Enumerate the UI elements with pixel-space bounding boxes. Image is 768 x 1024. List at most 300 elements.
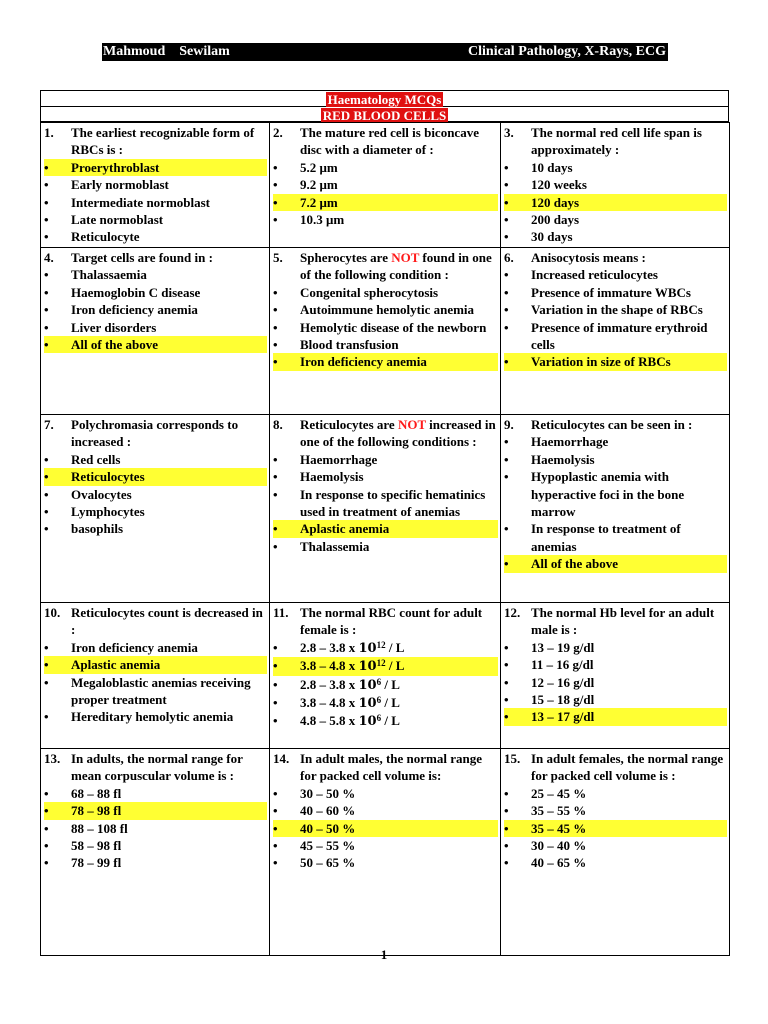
power-base: 10 xyxy=(358,677,377,693)
answer-option xyxy=(44,301,267,318)
bullet-icon: • xyxy=(273,538,278,554)
option-label: 5.2 μm xyxy=(300,159,338,175)
option-text xyxy=(71,837,267,854)
option-label: 4.8 – 5.8 x xyxy=(300,713,359,729)
author-name: Mahmoud Sewilam xyxy=(103,44,230,59)
bullet-icon: • xyxy=(273,658,278,674)
bullet-icon: • xyxy=(44,229,49,245)
option-label: 30 – 50 % xyxy=(300,785,356,801)
option-text xyxy=(300,176,498,193)
option-label: 40 – 60 % xyxy=(300,803,356,819)
question-number: 15. xyxy=(504,751,521,766)
question-number: 11. xyxy=(273,605,289,620)
bullet-icon: • xyxy=(273,319,278,335)
table-row xyxy=(41,248,730,415)
answer-option xyxy=(44,194,267,211)
question-text-part: found in one of the following condition : xyxy=(300,250,492,283)
option-text xyxy=(300,802,498,819)
question-text xyxy=(71,124,267,159)
bullet-icon: • xyxy=(273,713,278,729)
bullet-icon: • xyxy=(504,657,509,673)
answer-option xyxy=(44,319,267,336)
option-text xyxy=(71,708,267,725)
bullet-icon: • xyxy=(44,319,49,335)
question-number: 3. xyxy=(504,125,514,140)
title-box xyxy=(40,90,729,122)
question-text xyxy=(531,750,727,785)
bullet-icon: • xyxy=(504,451,509,467)
question-stem xyxy=(44,604,267,639)
option-text xyxy=(531,211,727,228)
option-label: 78 – 98 fl xyxy=(71,803,122,819)
bullet-icon: • xyxy=(273,838,278,854)
question-cell xyxy=(41,248,270,415)
option-label: Ovalocytes xyxy=(71,486,132,502)
bullet-icon: • xyxy=(504,709,509,725)
answer-option xyxy=(273,837,498,854)
answer-option xyxy=(44,708,267,725)
answer-option xyxy=(504,785,727,802)
question-stem xyxy=(504,416,727,433)
option-text xyxy=(71,820,267,837)
option-text xyxy=(531,468,727,520)
option-text xyxy=(71,486,267,503)
option-text xyxy=(71,503,267,520)
bullet-icon: • xyxy=(44,820,49,836)
bullet-icon: • xyxy=(504,212,509,228)
option-text xyxy=(71,802,267,819)
question-text xyxy=(71,604,267,639)
bullet-icon: • xyxy=(504,639,509,655)
bullet-icon: • xyxy=(504,354,509,370)
option-label: Aplastic anemia xyxy=(71,657,161,673)
option-text xyxy=(71,656,267,673)
option-label: 50 – 65 % xyxy=(300,855,356,871)
answer-option xyxy=(504,639,727,656)
answer-option xyxy=(504,674,727,691)
option-text xyxy=(300,785,498,802)
answer-option xyxy=(273,468,498,485)
answer-option xyxy=(273,802,498,819)
answer-option xyxy=(44,451,267,468)
bullet-icon: • xyxy=(44,469,49,485)
answer-option xyxy=(504,656,727,673)
option-label: 7.2 μm xyxy=(300,194,338,210)
bullet-icon: • xyxy=(44,451,49,467)
option-text xyxy=(71,194,267,211)
power-exponent: 12 xyxy=(376,639,386,650)
option-label: 88 – 108 fl xyxy=(71,820,128,836)
bullet-icon: • xyxy=(44,212,49,228)
option-label: Thalassemia xyxy=(300,538,370,554)
option-label: Variation in size of RBCs xyxy=(531,354,671,370)
question-cell xyxy=(41,415,270,603)
question-text-part: The normal RBC count for adult female is : xyxy=(300,605,483,638)
bullet-icon: • xyxy=(273,212,278,228)
question-text-part: The earliest recognizable form of RBCs is : xyxy=(71,125,255,158)
question-cell xyxy=(270,415,501,603)
option-label: basophils xyxy=(71,521,124,537)
correct-answer-option xyxy=(504,353,727,370)
question-stem xyxy=(504,249,727,266)
option-text xyxy=(71,336,267,353)
correct-answer-option xyxy=(44,159,267,176)
bullet-icon: • xyxy=(504,267,509,283)
option-text xyxy=(531,353,727,370)
answer-option xyxy=(504,284,727,301)
option-label: Variation in the shape of RBCs xyxy=(531,302,703,318)
question-number: 12. xyxy=(504,605,521,620)
option-label: 58 – 98 fl xyxy=(71,838,122,854)
answer-option xyxy=(273,538,498,555)
table-row xyxy=(41,603,730,749)
option-label: 9.2 μm xyxy=(300,177,338,193)
option-text xyxy=(71,785,267,802)
question-text xyxy=(531,416,727,433)
question-number: 8. xyxy=(273,417,283,432)
option-label: 10.3 μm xyxy=(300,212,345,228)
question-number: 2. xyxy=(273,125,283,140)
option-text xyxy=(531,520,727,555)
question-text xyxy=(300,249,498,284)
answer-option xyxy=(44,854,267,871)
question-cell xyxy=(501,123,730,248)
answer-option xyxy=(273,486,498,521)
question-cell xyxy=(41,749,270,956)
option-text xyxy=(71,468,267,485)
bullet-icon: • xyxy=(504,674,509,690)
table-row xyxy=(41,749,730,956)
option-label: Haemolysis xyxy=(300,469,364,485)
bullet-icon: • xyxy=(504,521,509,537)
option-label: Proerythroblast xyxy=(71,159,160,175)
document-subject: Clinical Pathology, X-Rays, ECG xyxy=(468,44,666,59)
correct-answer-option xyxy=(504,194,727,211)
option-label: Presence of immature erythroid cells xyxy=(531,319,711,353)
option-text xyxy=(71,266,267,283)
question-cell xyxy=(270,248,501,415)
option-label: 40 – 65 % xyxy=(531,855,587,871)
option-text xyxy=(300,353,498,370)
option-text xyxy=(531,691,727,708)
option-label: 13 – 17 g/dl xyxy=(531,709,595,725)
answer-option xyxy=(273,785,498,802)
option-label: Hereditary hemolytic anemia xyxy=(71,709,234,725)
option-label: 11 – 16 g/dl xyxy=(531,657,594,673)
bullet-icon: • xyxy=(44,302,49,318)
negation-emphasis: NOT xyxy=(397,417,426,432)
bullet-icon: • xyxy=(44,657,49,673)
unit-suffix: / L xyxy=(381,695,400,711)
option-label: 120 days xyxy=(531,194,580,210)
option-text xyxy=(531,266,727,283)
bullet-icon: • xyxy=(504,556,509,572)
option-text xyxy=(71,228,267,245)
bullet-icon: • xyxy=(504,177,509,193)
option-text xyxy=(71,520,267,537)
option-label: 30 days xyxy=(531,229,573,245)
option-text xyxy=(300,538,498,555)
question-text-part: Reticulocytes can be seen in : xyxy=(531,417,693,432)
option-text xyxy=(300,301,498,318)
question-text-part: increased in one of the following conditions : xyxy=(300,417,496,450)
question-number: 14. xyxy=(273,751,290,766)
option-text xyxy=(531,708,727,725)
option-label: Congenital spherocytosis xyxy=(300,284,439,300)
option-text xyxy=(71,159,267,176)
option-text xyxy=(300,712,498,730)
question-stem xyxy=(273,416,498,451)
answer-option xyxy=(504,301,727,318)
option-label: Early normoblast xyxy=(71,177,169,193)
question-text xyxy=(300,124,498,159)
question-number: 7. xyxy=(44,417,54,432)
answer-option xyxy=(273,451,498,468)
option-text xyxy=(531,854,727,871)
option-label: 15 – 18 g/dl xyxy=(531,692,595,708)
question-text-part: In adult males, the normal range for packed cell volume is: xyxy=(300,751,482,784)
question-stem xyxy=(44,124,267,159)
option-label: Aplastic anemia xyxy=(300,521,390,537)
question-stem xyxy=(44,750,267,785)
bullet-icon: • xyxy=(273,177,278,193)
section-title: RED BLOOD CELLS xyxy=(322,108,447,123)
option-text xyxy=(531,159,727,176)
correct-answer-option xyxy=(44,802,267,819)
correct-answer-option xyxy=(44,336,267,353)
option-label: 13 – 19 g/dl xyxy=(531,639,595,655)
question-text xyxy=(71,750,267,785)
option-label: 10 days xyxy=(531,159,573,175)
option-text xyxy=(531,319,727,354)
bullet-icon: • xyxy=(273,302,278,318)
answer-option xyxy=(44,228,267,245)
option-label: Lymphocytes xyxy=(71,504,145,520)
bullet-icon: • xyxy=(273,451,278,467)
table-row xyxy=(41,415,730,603)
answer-option xyxy=(504,837,727,854)
power-base: 10 xyxy=(358,714,377,730)
question-number: 10. xyxy=(44,605,61,620)
option-label: 45 – 55 % xyxy=(300,838,356,854)
option-label: Increased reticulocytes xyxy=(531,267,658,283)
question-text-part: Spherocytes are xyxy=(300,250,392,265)
option-text xyxy=(71,854,267,871)
option-text xyxy=(300,837,498,854)
bullet-icon: • xyxy=(273,521,278,537)
option-text xyxy=(531,802,727,819)
answer-option xyxy=(273,639,498,657)
question-number: 6. xyxy=(504,250,514,265)
question-stem xyxy=(504,124,727,159)
option-text xyxy=(300,319,498,336)
bullet-icon: • xyxy=(273,194,278,210)
question-text xyxy=(300,604,498,639)
power-exponent: 6 xyxy=(376,713,382,724)
option-label: Hypoplastic anemia with hyperactive foci in the bone marrow xyxy=(531,469,688,520)
option-label: Haemorrhage xyxy=(531,434,609,450)
answer-option xyxy=(504,176,727,193)
option-text xyxy=(531,674,727,691)
option-label: 12 – 16 g/dl xyxy=(531,674,595,690)
correct-answer-option xyxy=(273,194,498,211)
option-label: 2.8 – 3.8 x xyxy=(300,639,359,655)
bullet-icon: • xyxy=(273,785,278,801)
option-text xyxy=(531,820,727,837)
question-text xyxy=(300,750,498,785)
answer-option xyxy=(504,802,727,819)
bullet-icon: • xyxy=(504,469,509,485)
option-label: Megaloblastic anemias receiving proper treatment xyxy=(71,674,254,708)
bullet-icon: • xyxy=(44,267,49,283)
option-label: 200 days xyxy=(531,212,580,228)
bullet-icon: • xyxy=(273,695,278,711)
bullet-icon: • xyxy=(44,639,49,655)
option-label: 3.8 – 4.8 x xyxy=(300,695,359,711)
bullet-icon: • xyxy=(504,302,509,318)
bullet-icon: • xyxy=(504,692,509,708)
page-header xyxy=(102,43,668,61)
bullet-icon: • xyxy=(44,284,49,300)
power-exponent: 12 xyxy=(376,658,386,669)
option-label: Blood transfusion xyxy=(300,337,399,353)
answer-option xyxy=(44,674,267,709)
answer-option xyxy=(44,820,267,837)
question-text xyxy=(531,249,727,266)
option-label: Presence of immature WBCs xyxy=(531,284,691,300)
answer-option xyxy=(504,468,727,520)
question-number: 1. xyxy=(44,125,54,140)
question-number: 5. xyxy=(273,250,283,265)
question-text-part: Anisocytosis means : xyxy=(531,250,646,265)
bullet-icon: • xyxy=(273,486,278,502)
option-text xyxy=(300,468,498,485)
option-text xyxy=(300,159,498,176)
option-text xyxy=(71,451,267,468)
option-label: 78 – 99 fl xyxy=(71,855,122,871)
question-number: 4. xyxy=(44,250,54,265)
question-cell xyxy=(270,749,501,956)
option-label: Haemoglobin C disease xyxy=(71,284,201,300)
question-stem xyxy=(504,750,727,785)
answer-option xyxy=(504,319,727,354)
correct-answer-option xyxy=(273,353,498,370)
option-text xyxy=(531,433,727,450)
option-text xyxy=(300,284,498,301)
option-label: Hemolytic disease of the newborn xyxy=(300,319,487,335)
question-stem xyxy=(504,604,727,639)
question-cell xyxy=(41,603,270,749)
option-label: In response to specific hematinics used in treatment of anemias xyxy=(300,486,489,520)
correct-answer-option xyxy=(44,656,267,673)
option-label: Iron deficiency anemia xyxy=(71,639,198,655)
option-text xyxy=(71,319,267,336)
option-text xyxy=(71,674,267,709)
option-label: Iron deficiency anemia xyxy=(300,354,427,370)
bullet-icon: • xyxy=(44,194,49,210)
option-label: 3.8 – 4.8 x xyxy=(300,658,359,674)
question-stem xyxy=(273,750,498,785)
option-text xyxy=(71,301,267,318)
power-base: 10 xyxy=(358,696,377,712)
bullet-icon: • xyxy=(44,855,49,871)
option-text xyxy=(71,211,267,228)
option-label: Reticulocyte xyxy=(71,229,140,245)
option-label: All of the above xyxy=(71,337,159,353)
bullet-icon: • xyxy=(504,855,509,871)
option-text xyxy=(71,639,267,656)
question-number: 13. xyxy=(44,751,61,766)
bullet-icon: • xyxy=(44,177,49,193)
question-cell xyxy=(270,603,501,749)
option-label: Iron deficiency anemia xyxy=(71,302,198,318)
bullet-icon: • xyxy=(44,674,49,690)
bullet-icon: • xyxy=(44,337,49,353)
question-cell xyxy=(501,749,730,956)
bullet-icon: • xyxy=(504,319,509,335)
option-text xyxy=(531,301,727,318)
answer-option xyxy=(44,639,267,656)
power-exponent: 6 xyxy=(376,676,382,687)
correct-answer-option xyxy=(504,555,727,572)
bullet-icon: • xyxy=(504,159,509,175)
question-cell xyxy=(501,415,730,603)
answer-option xyxy=(504,854,727,871)
unit-suffix: / L xyxy=(385,639,405,655)
option-text xyxy=(300,486,498,521)
bullet-icon: • xyxy=(273,284,278,300)
option-label: Reticulocytes xyxy=(71,469,145,485)
question-cell xyxy=(41,123,270,248)
option-label: Late normoblast xyxy=(71,212,164,228)
question-stem xyxy=(273,249,498,284)
question-text-part: Reticulocytes are xyxy=(300,417,398,432)
answer-option xyxy=(273,319,498,336)
answer-option xyxy=(504,211,727,228)
question-text xyxy=(531,124,727,159)
bullet-icon: • xyxy=(504,284,509,300)
question-text-part: In adults, the normal range for mean corpuscular volume is : xyxy=(71,751,243,784)
question-text xyxy=(531,604,727,639)
answer-option xyxy=(273,712,498,730)
option-text xyxy=(300,520,498,537)
question-text-part: Reticulocytes count is decreased in : xyxy=(71,605,263,638)
bullet-icon: • xyxy=(44,838,49,854)
bullet-icon: • xyxy=(44,709,49,725)
answer-option xyxy=(44,837,267,854)
question-cell xyxy=(501,248,730,415)
option-label: Liver disorders xyxy=(71,319,157,335)
option-text xyxy=(531,837,727,854)
question-text-part: The normal Hb level for an adult male is : xyxy=(531,605,715,638)
option-label: Haemolysis xyxy=(531,451,595,467)
bullet-icon: • xyxy=(273,639,278,655)
option-label: Haemorrhage xyxy=(300,451,378,467)
unit-suffix: / L xyxy=(385,658,405,674)
answer-option xyxy=(504,433,727,450)
answer-option xyxy=(273,301,498,318)
answer-option xyxy=(273,159,498,176)
option-label: 30 – 40 % xyxy=(531,838,587,854)
answer-option xyxy=(504,159,727,176)
table-row xyxy=(41,123,730,248)
option-label: 35 – 45 % xyxy=(531,820,587,836)
option-text xyxy=(300,639,498,657)
power-base: 10 xyxy=(358,659,377,675)
bullet-icon: • xyxy=(504,803,509,819)
answer-option xyxy=(273,676,498,694)
bullet-icon: • xyxy=(504,785,509,801)
